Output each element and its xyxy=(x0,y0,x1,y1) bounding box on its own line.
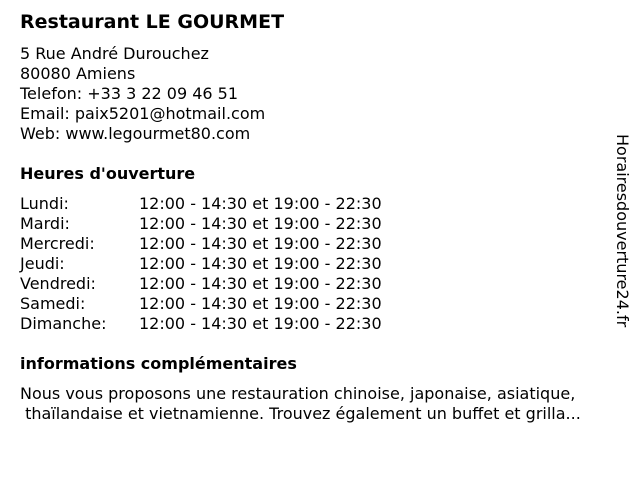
website: Web: www.legourmet80.com xyxy=(20,124,251,143)
opening-hours-heading: Heures d'ouverture xyxy=(20,164,196,183)
street-address: 5 Rue André Durouchez xyxy=(20,44,209,63)
time-range: 12:00 - 14:30 et 19:00 - 22:30 xyxy=(139,194,382,213)
time-range: 12:00 - 14:30 et 19:00 - 22:30 xyxy=(139,294,382,313)
time-range: 12:00 - 14:30 et 19:00 - 22:30 xyxy=(139,214,382,233)
restaurant-name: Restaurant LE GOURMET xyxy=(20,11,285,33)
day-label: Mardi: xyxy=(20,214,70,233)
day-label: Dimanche: xyxy=(20,314,107,333)
opening-hours-table xyxy=(20,194,382,334)
day-label: Jeudi: xyxy=(20,254,65,273)
hours-row-sunday xyxy=(20,314,382,334)
day-label: Samedi: xyxy=(20,294,86,313)
city-address: 80080 Amiens xyxy=(20,64,136,83)
contact-block xyxy=(20,44,265,144)
time-range: 12:00 - 14:30 et 19:00 - 22:30 xyxy=(139,314,382,333)
info-line: thaïlandaise et vietnamienne. Trouvez également un buffet et grilla... xyxy=(20,404,581,423)
day-label: Lundi: xyxy=(20,194,69,213)
additional-info-text xyxy=(20,384,635,424)
day-label: Mercredi: xyxy=(20,234,95,253)
day-label: Vendredi: xyxy=(20,274,96,293)
email-address: Email: paix5201@hotmail.com xyxy=(20,104,266,123)
source-credit: Horairesdouverture24.fr xyxy=(613,134,632,328)
additional-info-heading: informations complémentaires xyxy=(20,354,297,373)
hours-row-thursday xyxy=(20,254,382,274)
time-range: 12:00 - 14:30 et 19:00 - 22:30 xyxy=(139,234,382,253)
hours-row-tuesday xyxy=(20,214,382,234)
time-range: 12:00 - 14:30 et 19:00 - 22:30 xyxy=(139,274,382,293)
hours-row-monday xyxy=(20,194,382,214)
hours-row-friday xyxy=(20,274,382,294)
phone-number: Telefon: +33 3 22 09 46 51 xyxy=(20,84,239,103)
hours-row-saturday xyxy=(20,294,382,314)
time-range: 12:00 - 14:30 et 19:00 - 22:30 xyxy=(139,254,382,273)
info-line: Nous vous proposons une restauration chinoise, japonaise, asiatique, xyxy=(20,384,576,403)
hours-row-wednesday xyxy=(20,234,382,254)
